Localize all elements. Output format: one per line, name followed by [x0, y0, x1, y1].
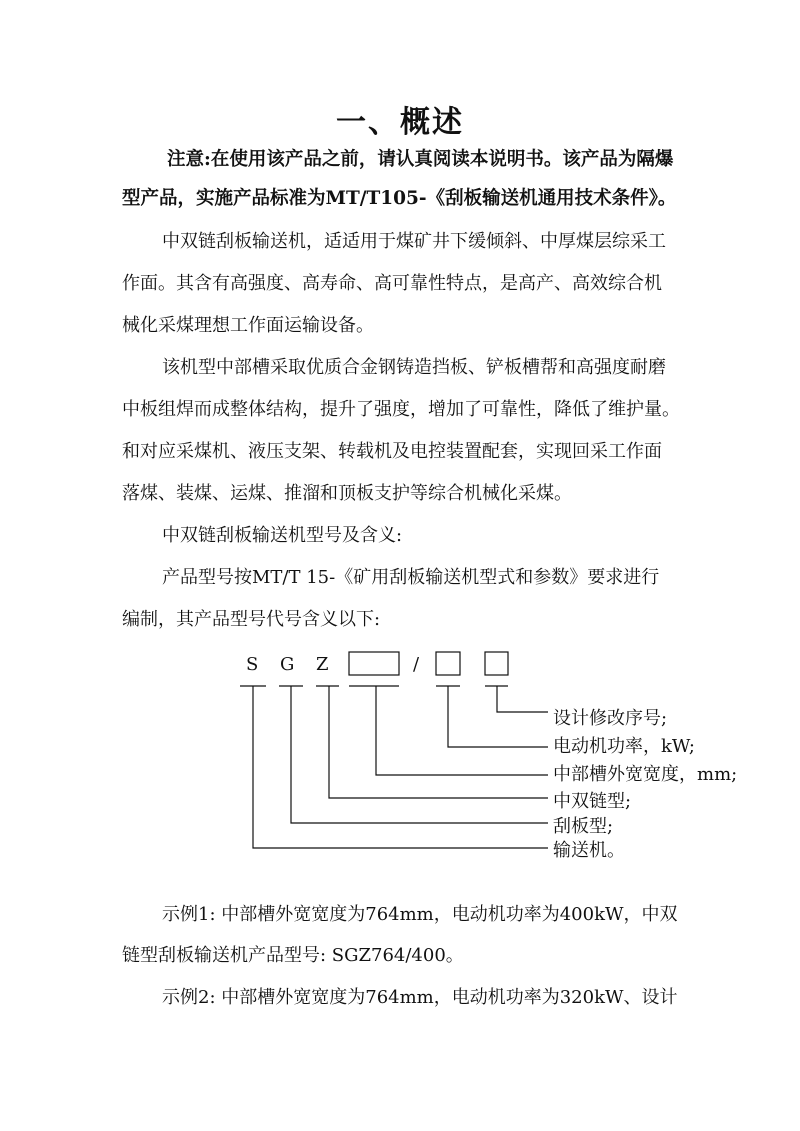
- leader-power: [448, 686, 548, 747]
- code-separator: /: [413, 654, 420, 675]
- paragraph-2-line-1: 该机型中部槽采取优质合金钢铸造挡板、铲板槽帮和高强度耐磨: [162, 357, 666, 378]
- paragraph-2-line-3: 和对应采煤机、液压支架、转载机及电控装置配套，实现回采工作面: [122, 441, 662, 462]
- paragraph-4-line-1: 产品型号按MT/T 15-《矿用刮板输送机型式和参数》要求进行: [162, 567, 660, 588]
- paragraph-1-line-2: 作面。其含有高强度、高寿命、高可靠性特点，是高产、高效综合机: [122, 273, 662, 294]
- notice-line-2: 型产品，实施产品标准为MT/T105-《刮板输送机通用技术条件》。: [122, 188, 677, 209]
- example-1-line-1: 示例1: 中部槽外宽宽度为764mm，电动机功率为400kW，中双: [162, 904, 678, 925]
- example-2-line-1: 示例2: 中部槽外宽宽度为764mm，电动机功率为320kW、设计: [162, 987, 678, 1008]
- legend-revision: 设计修改序号;: [553, 708, 668, 729]
- leader-conveyor: [253, 686, 548, 848]
- paragraph-1-line-1: 中双链刮板输送机，适适用于煤矿井下缓倾斜、中厚煤层综采工: [162, 231, 666, 252]
- notice-line-1: 注意:在使用该产品之前，请认真阅读本说明书。该产品为隔爆: [167, 149, 674, 170]
- paragraph-4-line-2: 编制，其产品型号代号含义以下:: [122, 609, 381, 630]
- code-letter-z: Z: [316, 654, 329, 675]
- revision-code-box: [485, 652, 508, 675]
- legend-scraper: 刮板型;: [553, 816, 614, 837]
- width-code-box: [349, 652, 399, 675]
- section-heading: 一、概述: [336, 105, 464, 140]
- leader-width: [376, 686, 548, 775]
- legend-double-chain: 中双链型;: [553, 791, 632, 812]
- code-letter-g: G: [280, 654, 295, 675]
- code-letter-s: S: [246, 654, 259, 675]
- example-1-line-2: 链型刮板输送机产品型号: SGZ764/400。: [122, 945, 464, 966]
- legend-width: 中部槽外宽宽度，mm;: [553, 764, 738, 785]
- leader-revision: [497, 686, 548, 712]
- paragraph-2-line-4: 落煤、装煤、运煤、推溜和顶板支护等综合机械化采煤。: [122, 483, 572, 504]
- leader-double-chain: [329, 686, 548, 798]
- paragraph-1-line-3: 械化采煤理想工作面运输设备。: [122, 315, 374, 336]
- legend-conveyor: 输送机。: [553, 840, 625, 861]
- legend-power: 电动机功率，kW;: [553, 736, 695, 757]
- paragraph-2-line-2: 中板组焊而成整体结构，提升了强度，增加了可靠性，降低了维护量。: [122, 399, 680, 420]
- paragraph-3: 中双链刮板输送机型号及含义:: [162, 525, 403, 546]
- power-code-box: [436, 652, 460, 675]
